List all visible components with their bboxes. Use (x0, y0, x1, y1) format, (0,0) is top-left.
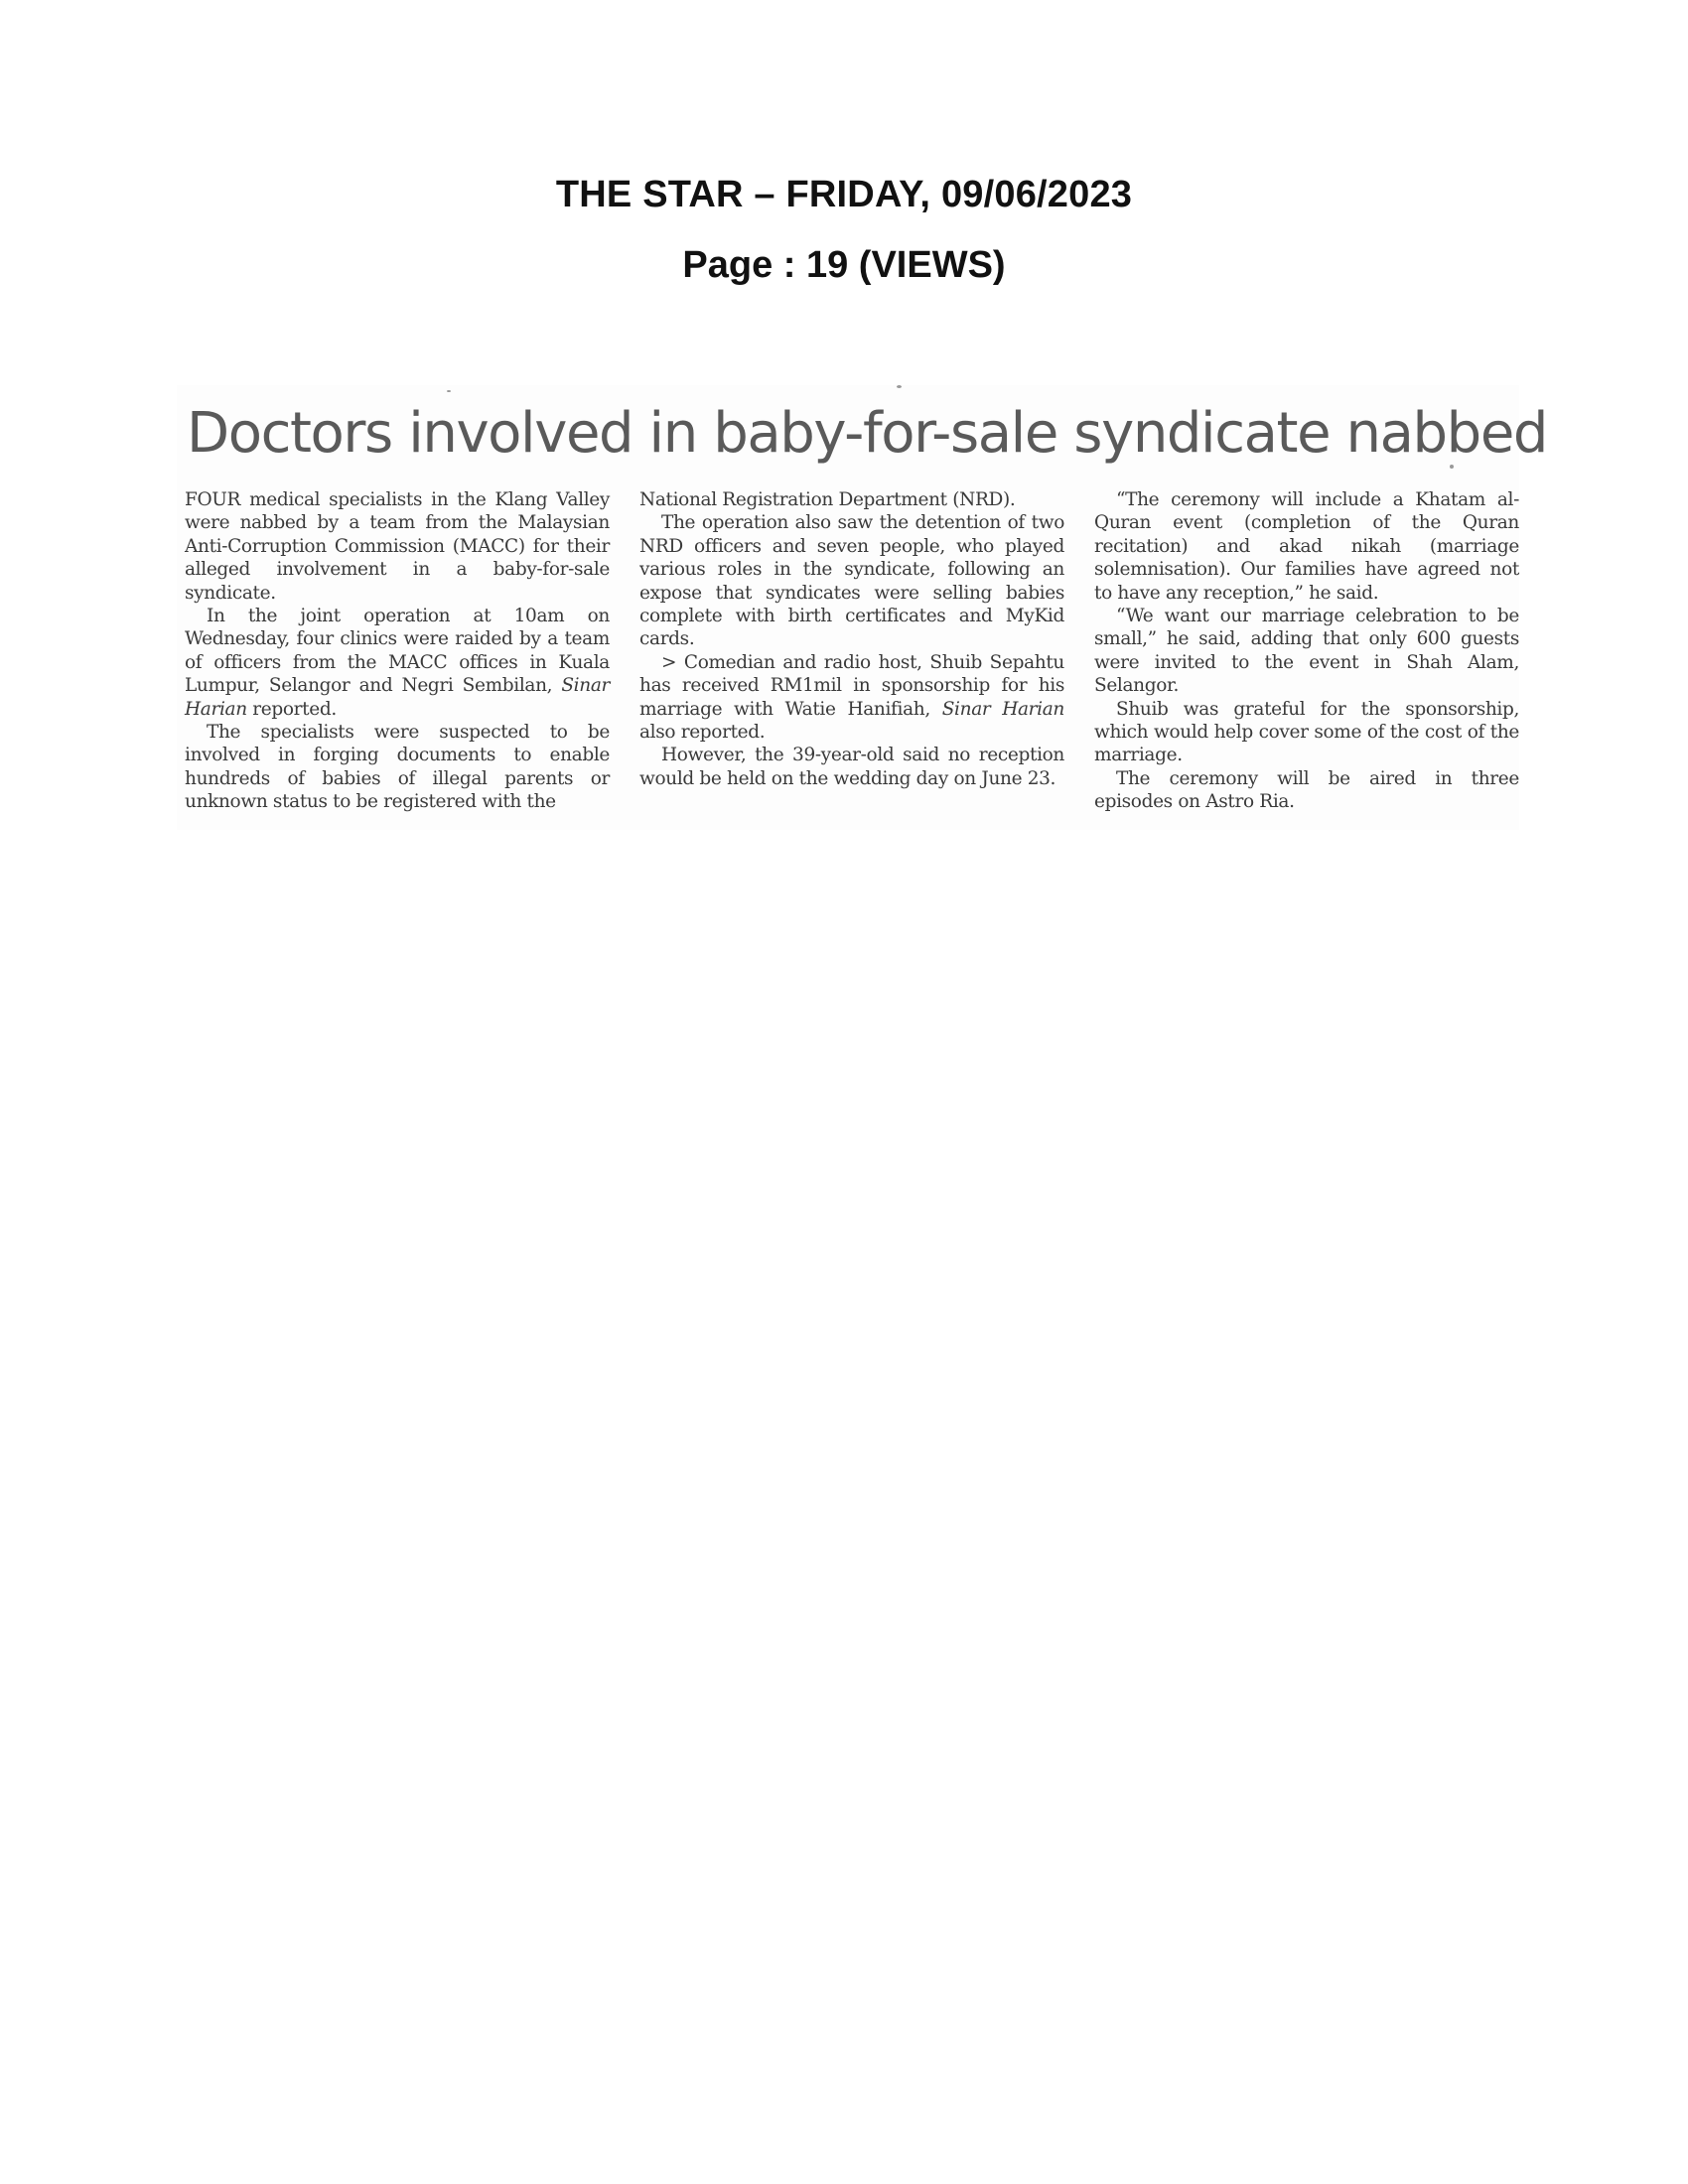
paragraph-text: “We want our marriage celebration to be small,” he said, adding that only 600 guests were invited to the event in Shah Alam, Selangor. (1094, 606, 1519, 697)
paragraph-text: > Comedian and radio host, Shuib Sepahtu has received RM1mil in sponsorship for his marriage with Watie Hanifiah, (639, 651, 1064, 720)
paragraph-text: National Registration Department (NRD). (639, 489, 1016, 510)
article-paragraph (185, 721, 610, 814)
paragraph-text: However, the 39-year-old said no reception would be held on the wedding day on June 23. (639, 745, 1064, 789)
publication-name: Sinar Harian (941, 698, 1064, 720)
article-paragraph (185, 605, 610, 721)
paragraph-text: The specialists were suspected to be involved in forging documents to enable hundreds of babies of illegal parents or unknown status to be registered with the (185, 722, 610, 813)
article-paragraph (639, 651, 1064, 745)
paragraph-text: The operation also saw the detention of two NRD officers and seven people, who played various roles in the syndicate, following an expose that syndicates were selling babies complete with birth certificates and MyKid cards. (639, 512, 1064, 650)
paragraph-text: Shuib was grateful for the sponsorship, which would help cover some of the cost of the marriage. (1094, 698, 1519, 766)
article-paragraph (1094, 488, 1519, 605)
paragraph-text: FOUR medical specialists in the Klang Valley were nabbed by a team from the Malaysian Anti-Corruption Commission (MACC) for their alleged involvement in a baby-for-sale syndicate. (185, 489, 610, 604)
document-header-title: THE STAR – FRIDAY, 09/06/2023 (555, 174, 1133, 215)
publication-name: Sinar Harian (185, 675, 610, 720)
paragraph-text: In the joint operation at 10am on Wednesday, four clinics were raided by a team of officers from the MACC offices in Kuala Lumpur, Selangor and Negri Sembilan, (185, 606, 610, 697)
article-column-3 (1094, 488, 1519, 814)
scan-speck (897, 385, 902, 388)
article-column-2 (639, 488, 1064, 814)
article-column-1 (185, 488, 610, 814)
paragraph-text: “The ceremony will include a Khatam al-Quran event (completion of the Quran recitation) and akad nikah (marriage solemnisation). Our families have agreed not to have any reception,” he said. (1094, 489, 1519, 604)
article-paragraph (1094, 698, 1519, 767)
article-paragraph (1094, 767, 1519, 814)
paragraph-text: The ceremony will be aired in three episodes on Astro Ria. (1094, 767, 1519, 813)
article-paragraph (639, 488, 1064, 511)
paragraph-text: reported. (246, 698, 337, 720)
article-paragraph (639, 744, 1064, 790)
newspaper-clipping (177, 385, 1548, 830)
paragraph-text: also reported. (639, 722, 766, 744)
document-page-label: Page : 19 (VIEWS) (682, 244, 1006, 286)
article-paragraph (639, 511, 1064, 650)
article-body (185, 488, 1520, 814)
article-paragraph (185, 488, 610, 605)
scan-speck (447, 390, 451, 392)
article-paragraph (1094, 605, 1519, 698)
article-headline: Doctors involved in baby-for-sale syndicate nabbed (187, 401, 1548, 466)
